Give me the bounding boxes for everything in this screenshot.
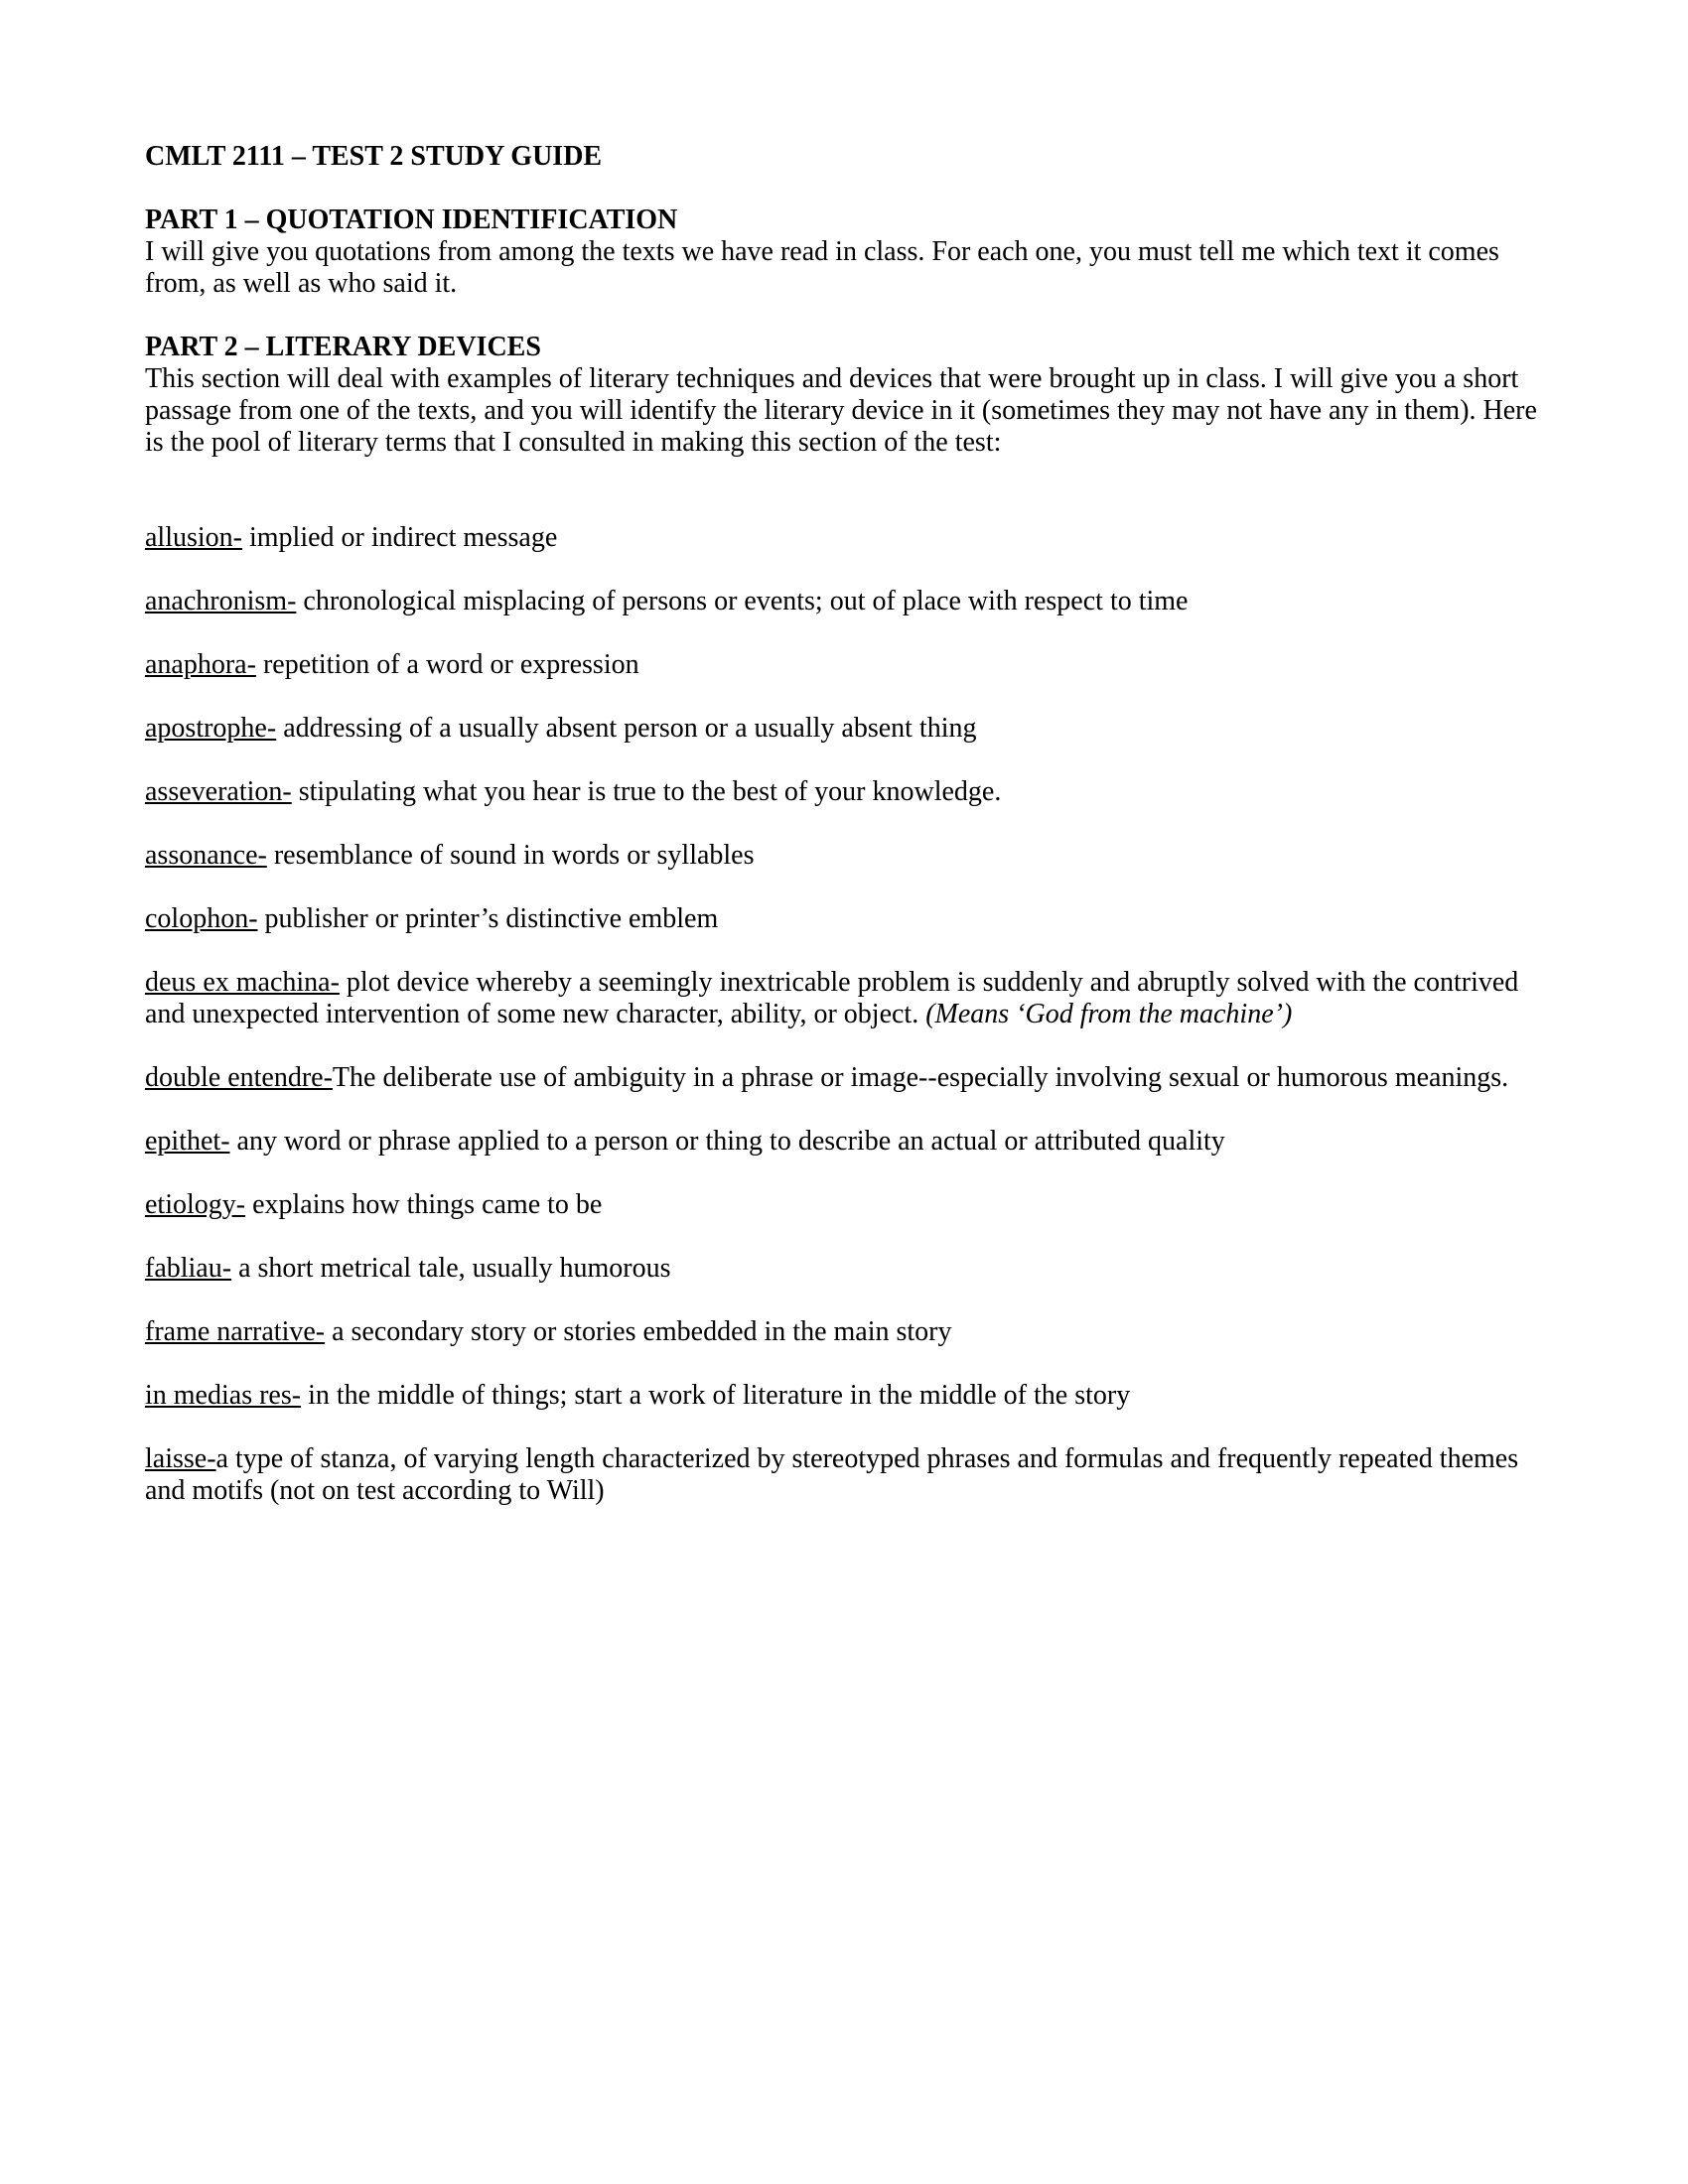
term-italic-note: (Means ‘God from the machine’) xyxy=(925,999,1293,1029)
term-definition: a short metrical tale, usually humorous xyxy=(231,1253,671,1284)
term-name: allusion- xyxy=(145,522,242,553)
part-2-body: This section will deal with examples of literary techniques and devices that were brought up in class. I will give you a short passage from one of the texts, and you will identify the literary device in it (sometimes they may not have any in them). Here is the pool of literary terms that I consulted in making this section of the test: xyxy=(145,363,1537,458)
term-name: fabliau- xyxy=(145,1253,232,1284)
term-name: etiology- xyxy=(145,1189,246,1220)
part-1-heading: PART 1 – QUOTATION IDENTIFICATION xyxy=(145,205,678,235)
term-name: frame narrative- xyxy=(145,1316,326,1347)
term-definition: a secondary story or stories embedded in the main story xyxy=(325,1316,952,1347)
term-name: apostrophe- xyxy=(145,713,277,744)
term-entry xyxy=(145,1380,1541,1412)
part-2-heading: PART 2 – LITERARY DEVICES xyxy=(145,332,541,362)
term-definition: in the middle of things; start a work of literature in the middle of the story xyxy=(301,1380,1131,1411)
literary-terms-list xyxy=(145,522,1541,1507)
term-entry xyxy=(145,1316,1541,1348)
term-name: in medias res- xyxy=(145,1380,302,1411)
term-definition: resemblance of sound in words or syllables xyxy=(266,840,755,871)
term-name: anachronism- xyxy=(145,586,297,616)
term-name: anaphora- xyxy=(145,649,256,680)
term-definition: chronological misplacing of persons or events; out of place with respect to time xyxy=(296,586,1189,616)
term-entry xyxy=(145,586,1541,617)
term-name: laisse- xyxy=(145,1443,216,1474)
term-name: deus ex machina- xyxy=(145,967,340,998)
term-definition: addressing of a usually absent person or a usually absent thing xyxy=(276,713,977,744)
term-entry xyxy=(145,1189,1541,1221)
term-name: double entendre- xyxy=(145,1062,333,1093)
document-title: CMLT 2111 – TEST 2 STUDY GUIDE xyxy=(145,141,603,172)
term-definition: plot device whereby a seemingly inextricable problem is suddenly and abruptly solved with the contrived and unexpected intervention of some new character, ability, or object. xyxy=(145,967,1519,1029)
term-name: asseveration- xyxy=(145,776,292,807)
term-name: assonance- xyxy=(145,840,267,871)
term-definition: publisher or printer’s distinctive emblem xyxy=(257,903,719,934)
term-definition: repetition of a word or expression xyxy=(255,649,639,680)
part-1-body: I will give you quotations from among the texts we have read in class. For each one, you must tell me which text it comes from, as well as who said it. xyxy=(145,236,1499,299)
term-definition: stipulating what you hear is true to the best of your knowledge. xyxy=(291,776,1002,807)
term-entry xyxy=(145,1253,1541,1285)
term-entry xyxy=(145,1443,1541,1507)
term-definition: implied or indirect message xyxy=(242,522,558,553)
term-entry xyxy=(145,1062,1541,1094)
term-entry xyxy=(145,649,1541,681)
term-entry xyxy=(145,522,1541,554)
term-entry xyxy=(145,903,1541,935)
term-name: colophon- xyxy=(145,903,258,934)
term-entry xyxy=(145,967,1541,1030)
term-definition: explains how things came to be xyxy=(245,1189,603,1220)
term-entry xyxy=(145,713,1541,745)
part-1-section xyxy=(145,205,1541,300)
term-entry xyxy=(145,776,1541,808)
part-2-section xyxy=(145,332,1541,459)
term-name: epithet- xyxy=(145,1126,230,1157)
term-definition: The deliberate use of ambiguity in a phrase or image--especially involving sexual or humorous meanings. xyxy=(332,1062,1509,1093)
term-entry xyxy=(145,840,1541,872)
term-definition: a type of stanza, of varying length characterized by stereotyped phrases and formulas and frequently repeated themes and motifs (not on test according to Will) xyxy=(145,1443,1519,1506)
term-entry xyxy=(145,1126,1541,1158)
term-definition: any word or phrase applied to a person or thing to describe an actual or attributed quality xyxy=(229,1126,1225,1157)
